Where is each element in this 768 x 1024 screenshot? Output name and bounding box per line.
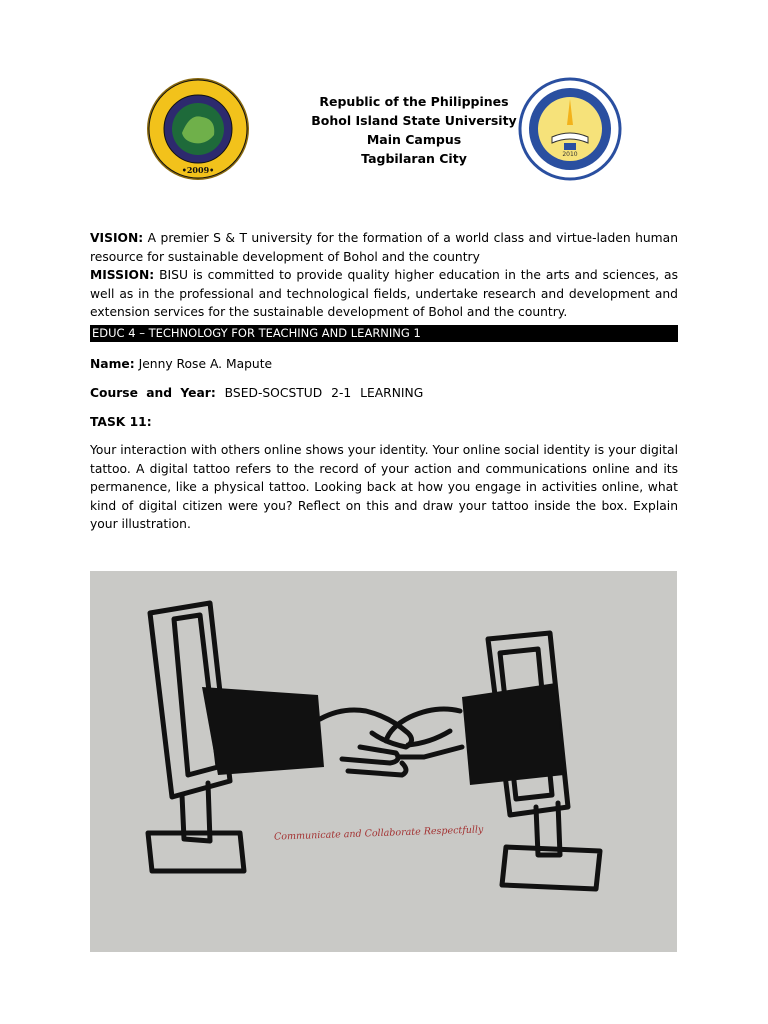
vision-label: VISION: xyxy=(90,231,144,245)
header-line-1: Republic of the Philippines xyxy=(319,94,509,109)
college-of-teacher-education-seal-icon xyxy=(518,77,622,181)
course-year-field xyxy=(90,384,423,402)
mission-paragraph xyxy=(90,266,678,322)
task-label: TASK 11: xyxy=(90,415,152,429)
header-line-2: Bohol Island State University xyxy=(311,113,517,128)
svg-text:2010: 2010 xyxy=(562,151,578,158)
task-instructions: Your interaction with others online shows your identity. Your online social identity is your digital tattoo. A digital tattoo refers to the record of your action and communications online and its permanence, like a physical tattoo. Looking back at how you engage in activities online, what kind of digital citizen were you? Reflect on this and draw your tattoo inside the box. Explain your illustration. xyxy=(90,443,678,532)
name-value: Jenny Rose A. Mapute xyxy=(134,357,273,371)
vision-paragraph xyxy=(90,229,678,266)
bisu-seal-icon xyxy=(146,77,250,181)
drawing-caption: Communicate and Collaborate Respectfully xyxy=(273,824,484,843)
header-line-3: Main Campus xyxy=(366,132,462,147)
handshake-between-computers-icon xyxy=(90,571,677,952)
institution-header xyxy=(300,92,528,168)
vision-mission-section xyxy=(90,229,678,322)
svg-text:•2009•: •2009• xyxy=(181,165,215,175)
course-year-label: Course and Year: xyxy=(90,386,216,400)
mission-text: BISU is committed to provide quality higher education in the arts and sciences, as well as in the professional and technological fields, undertake research and development and extension services for the sustainable development of Bohol and the country. xyxy=(90,268,678,320)
header-line-4: Tagbilaran City xyxy=(361,151,467,166)
vision-text: A premier S & T university for the formation of a world class and virtue-laden human resource for sustainable development of Bohol and the country xyxy=(90,231,678,264)
name-field xyxy=(90,355,272,373)
mission-label: MISSION: xyxy=(90,268,155,283)
digital-tattoo-drawing xyxy=(90,571,677,952)
course-year-value: BSED-SOCSTUD 2-1 LEARNING xyxy=(215,386,424,400)
name-label: Name: xyxy=(90,357,135,371)
course-title-bar: EDUC 4 – TECHNOLOGY FOR TEACHING AND LEARNING 1 xyxy=(90,325,678,342)
